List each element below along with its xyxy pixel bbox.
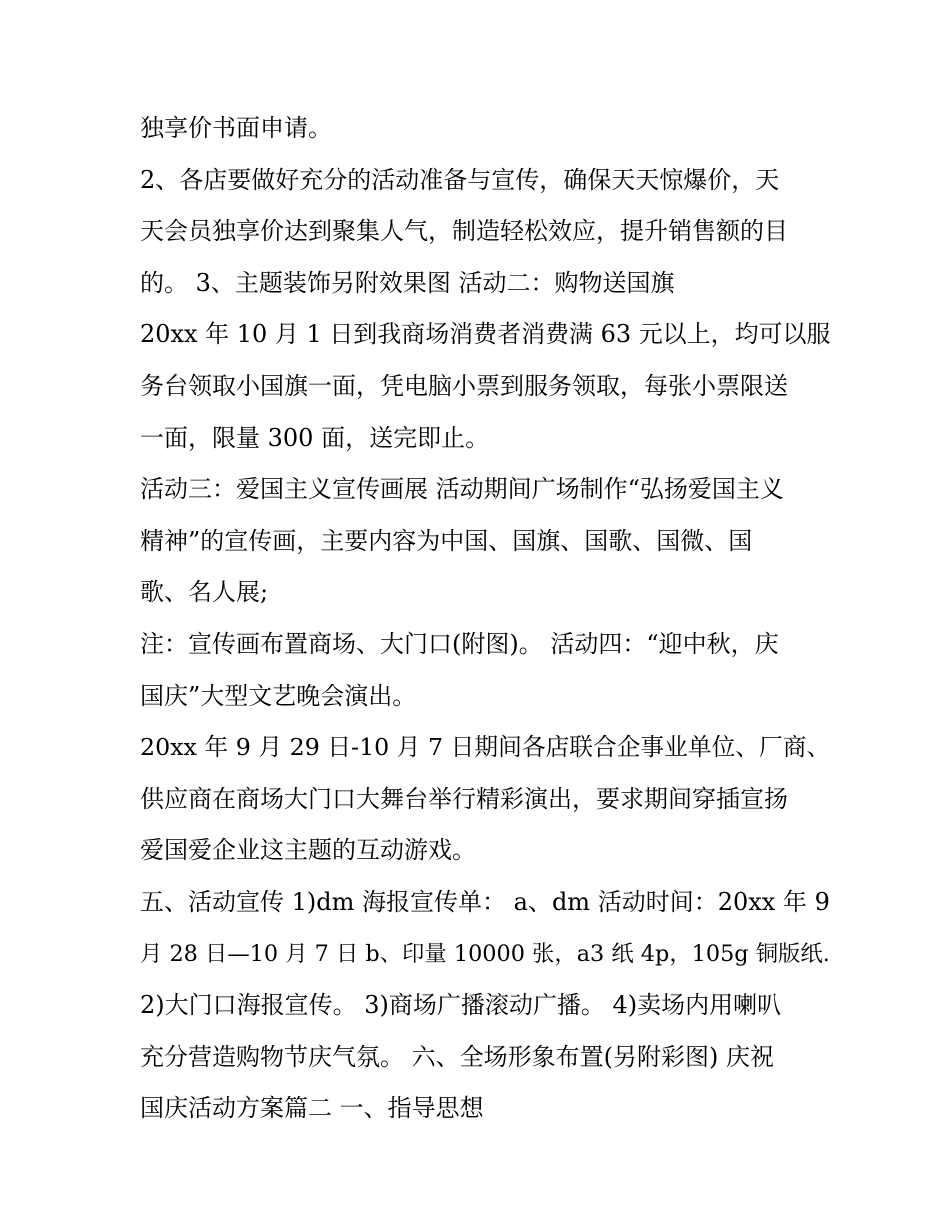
text-line-11: 注：宣传画布置商场、大门口(附图)。 活动四：“迎中秋，庆: [140, 629, 779, 658]
text-line-15: 爱国爱企业这主题的互动游戏。: [140, 836, 476, 865]
text-line-2: 2、各店要做好充分的活动准备与宣传，确保天天惊爆价，天: [140, 165, 780, 194]
text-line-7: 一面，限量 300 面，送完即止。: [140, 423, 490, 452]
text-line-4: 的。 3、主题装饰另附效果图 活动二：购物送国旗: [140, 268, 675, 297]
text-line-3: 天会员独享价达到聚集人气，制造轻松效应，提升销售额的目: [140, 217, 788, 246]
text-line-14: 供应商在商场大门口大舞台举行精彩演出，要求期间穿插宣扬: [140, 784, 788, 813]
text-line-10: 歌、名人展;: [140, 578, 269, 607]
text-line-5: 20xx 年 10 月 1 日到我商场消费者消费满 63 元以上，均可以服: [140, 320, 831, 349]
text-line-20: 国庆活动方案篇二 一、指导思想: [140, 1094, 484, 1123]
text-line-6: 务台领取小国旗一面，凭电脑小票到服务领取，每张小票限送: [140, 371, 788, 400]
text-line-16: 五、活动宣传 1)dm 海报宣传单： a、dm 活动时间：20xx 年 9: [140, 887, 830, 916]
text-line-18: 2)大门口海报宣传。 3)商场广播滚动广播。 4)卖场内用喇叭: [140, 991, 782, 1020]
text-line-13: 20xx 年 9 月 29 日-10 月 7 日期间各店联合企事业单位、厂商、: [140, 733, 831, 762]
text-line-19: 充分营造购物节庆气氛。 六、全场形象布置(另附彩图) 庆祝: [140, 1042, 774, 1071]
text-line-8: 活动三：爱国主义宣传画展 活动期间广场制作“弘扬爱国主义: [140, 475, 784, 504]
text-line-9: 精神”的宣传画，主要内容为中国、国旗、国歌、国微、国: [140, 526, 753, 555]
text-line-1: 独享价书面申请。: [140, 114, 332, 142]
text-line-12: 国庆”大型文艺晚会演出。: [140, 681, 417, 710]
body-text: [140, 103, 830, 1135]
text-line-17: 月 28 日—10 月 7 日 b、印量 10000 张，a3 纸 4p，105g 铜版纸.: [140, 940, 830, 967]
